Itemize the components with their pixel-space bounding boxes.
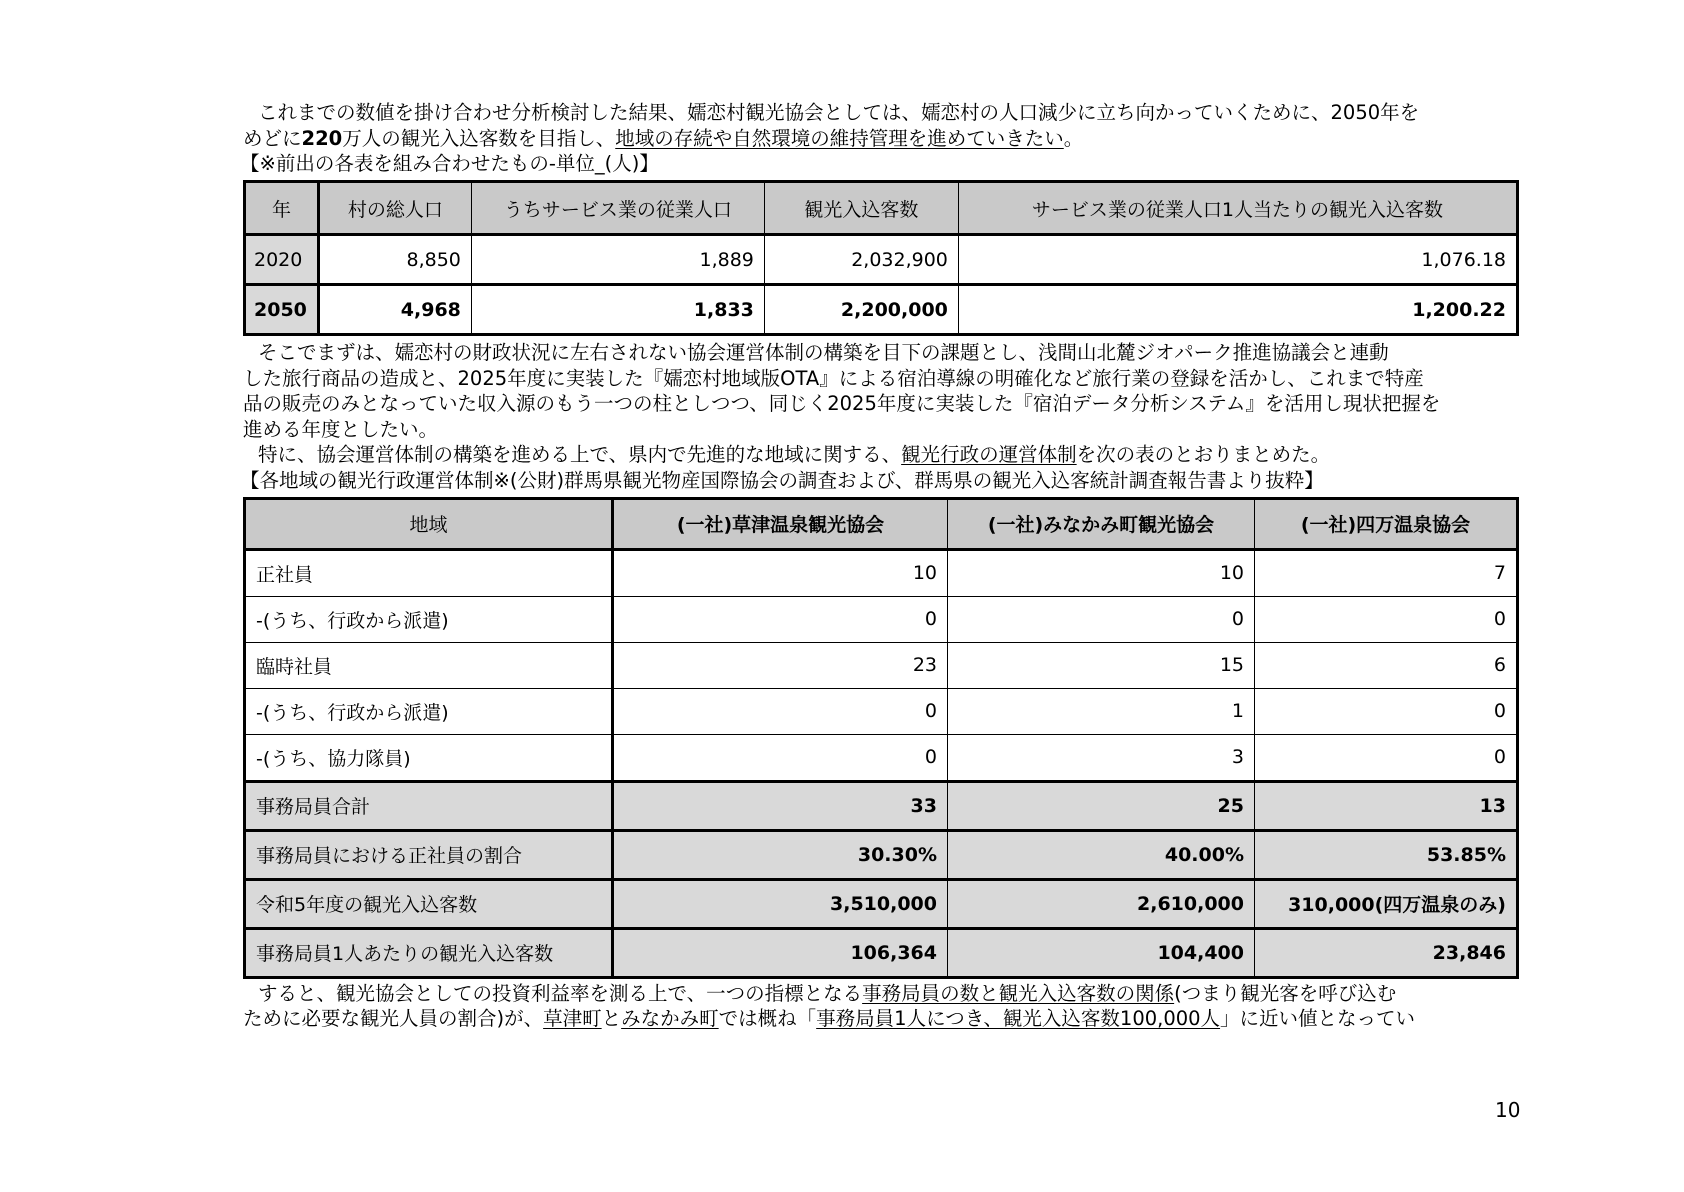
summary-row (245, 879, 1518, 928)
table-cell: 3,510,000 (613, 879, 948, 928)
analysis-line2-pre: ために必要な観光人員の割合)が、 (243, 1007, 544, 1030)
table-cell: 2,610,000 (948, 879, 1255, 928)
table-cell: 53.85% (1255, 830, 1518, 879)
row-label: 令和5年度の観光入込客数 (245, 879, 613, 928)
table-cell: 1,200.22 (958, 285, 1517, 335)
table-cell: 104,400 (948, 928, 1255, 977)
strategy-line5-pre: 特に、協会運営体制の構築を進める上で、県内で先進的な地域に関する、 (258, 443, 902, 466)
header-shima: (一社)四万温泉協会 (1255, 498, 1518, 549)
tourism-admin-table (243, 497, 1519, 979)
population-table (243, 180, 1519, 336)
document-page (240, 100, 1518, 1032)
analysis-paragraph (243, 981, 1518, 1032)
table1-caption: 【※前出の各表を組み合わせたもの-単位_(人)】 (240, 152, 659, 175)
table-cell: 2,032,900 (764, 235, 958, 285)
table-cell: 33 (613, 781, 948, 830)
analysis-underlined-kusatsu: 草津町 (543, 1007, 602, 1030)
header-kusatsu: (一社)草津温泉観光協会 (613, 498, 948, 549)
table-row (245, 734, 1518, 781)
row-label: 事務局員合計 (245, 781, 613, 830)
header-visitors-per-worker: サービス業の従業人口1人当たりの観光入込客数 (958, 182, 1517, 235)
table-cell: 1,076.18 (958, 235, 1517, 285)
analysis-line2-mid2: では概ね「 (718, 1007, 817, 1030)
row-label: -(うち、行政から派遣) (245, 596, 613, 642)
intro-paragraph (243, 100, 1518, 151)
table-cell: 106,364 (613, 928, 948, 977)
strategy-underlined-term: 観光行政の運営体制 (901, 443, 1077, 466)
table-cell: 10 (948, 549, 1255, 596)
table-cell: 13 (1255, 781, 1518, 830)
table-cell: 7 (1255, 549, 1518, 596)
strategy-line3: 品の販売のみとなっていた収入源のもう一つの柱としつつ、同じく2025年度に実装した『宿泊データ分析システム』を活用し現状把握を (243, 392, 1441, 415)
row-label: -(うち、行政から派遣) (245, 688, 613, 734)
analysis-line1-end: (つまり観光客を呼び込む (1174, 981, 1397, 1005)
table-cell: 3 (948, 734, 1255, 781)
table-cell: 0 (613, 734, 948, 781)
table-row (245, 285, 1518, 335)
year-cell: 2020 (245, 235, 319, 285)
page-number: 10 (1495, 1098, 1521, 1122)
strategy-line2: した旅行商品の造成と、2025年度に実装した『嬬恋村地域版OTA』による宿泊導線の明確化など旅行業の登録を活かし、これまで特産 (243, 366, 1424, 390)
table-cell: 1 (948, 688, 1255, 734)
table-cell: 310,000(四万温泉のみ) (1255, 879, 1518, 928)
strategy-paragraph (243, 340, 1518, 468)
header-minakami: (一社)みなかみ町観光協会 (948, 498, 1255, 549)
header-total-population: 村の総人口 (318, 182, 471, 235)
summary-row (245, 830, 1518, 879)
table-cell: 0 (613, 688, 948, 734)
table-row (245, 688, 1518, 734)
analysis-line2-end: 」に近い値となってい (1220, 1007, 1416, 1030)
table-row (245, 549, 1518, 596)
header-region: 地域 (245, 498, 613, 549)
intro-line2-pre: めどに (243, 126, 302, 150)
table-cell: 25 (948, 781, 1255, 830)
table-cell: 0 (1255, 734, 1518, 781)
table-row (245, 596, 1518, 642)
analysis-underlined-ratio: 事務局員1人につき、観光入込客数100,000人 (816, 1007, 1221, 1030)
table2-caption: 【各地域の観光行政運営体制※(公財)群馬県観光物産国際協会の調査および、群馬県の観光入込客統計調査報告書より抜粋】 (240, 468, 1324, 492)
strategy-line4: 進める年度としたい。 (243, 417, 439, 441)
intro-target-number: 220 (301, 126, 343, 150)
analysis-underlined-relation: 事務局員の数と観光入込客数の関係 (862, 981, 1175, 1005)
year-cell: 2050 (245, 285, 319, 335)
header-service-population: うちサービス業の従業人口 (471, 182, 764, 235)
table-cell: 40.00% (948, 830, 1255, 879)
strategy-line1: そこでまずは、嬬恋村の財政状況に左右されない協会運営体制の構築を目下の課題とし、浅間山北麓ジオパーク推進協議会と連動 (258, 341, 1389, 364)
intro-line1: これまでの数値を掛け合わせ分析検討した結果、嬬恋村観光協会としては、嬬恋村の人口減少に立ち向かっていくために、2050年を (258, 101, 1420, 124)
table-cell: 0 (1255, 596, 1518, 642)
row-label: 臨時社員 (245, 642, 613, 688)
header-tourist-visitors: 観光入込客数 (764, 182, 958, 235)
table-cell: 0 (613, 596, 948, 642)
row-label: -(うち、協力隊員) (245, 734, 613, 781)
row-label: 事務局員1人あたりの観光入込客数 (245, 928, 613, 977)
table-cell: 4,968 (318, 285, 471, 335)
intro-line2-mid: 万人の観光入込客数を目指し、 (342, 126, 616, 150)
intro-line2-end: 。 (1063, 126, 1084, 150)
table-cell: 1,833 (471, 285, 764, 335)
table-cell: 8,850 (318, 235, 471, 285)
intro-underlined-goal: 地域の存続や自然環境の維持管理を進めていきたい (615, 126, 1064, 150)
summary-row (245, 928, 1518, 977)
analysis-underlined-minakami: みなかみ町 (621, 1007, 719, 1030)
summary-row (245, 781, 1518, 830)
table-cell: 6 (1255, 642, 1518, 688)
strategy-line5-end: を次の表のとおりまとめた。 (1076, 443, 1331, 466)
table-cell: 30.30% (613, 830, 948, 879)
table-cell: 0 (948, 596, 1255, 642)
table-cell: 23,846 (1255, 928, 1518, 977)
analysis-line1-pre: すると、観光協会としての投資利益率を測る上で、一つの指標となる (258, 981, 863, 1005)
table-cell: 23 (613, 642, 948, 688)
table-cell: 2,200,000 (764, 285, 958, 335)
table-cell: 1,889 (471, 235, 764, 285)
table-cell: 10 (613, 549, 948, 596)
table-cell: 0 (1255, 688, 1518, 734)
table-header-row (245, 182, 1518, 235)
analysis-line2-mid: と (601, 1007, 622, 1030)
table-row (245, 642, 1518, 688)
row-label: 正社員 (245, 549, 613, 596)
table-header-row (245, 498, 1518, 549)
table-row (245, 235, 1518, 285)
header-year: 年 (245, 182, 319, 235)
row-label: 事務局員における正社員の割合 (245, 830, 613, 879)
table-cell: 15 (948, 642, 1255, 688)
